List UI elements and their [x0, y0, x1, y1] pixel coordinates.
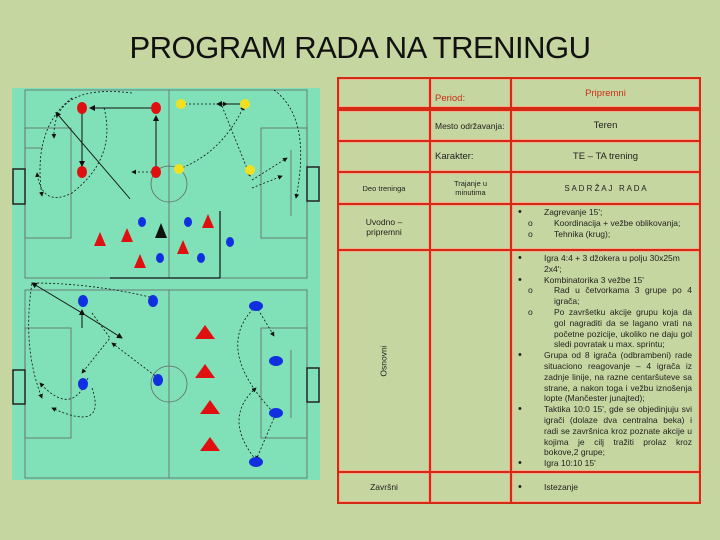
training-drills-diagram	[12, 88, 320, 480]
period-value: Pripremni	[511, 78, 700, 109]
main-part: Osnovni	[379, 345, 389, 377]
final-content	[511, 472, 700, 503]
main-content	[511, 250, 700, 472]
intro-part: Uvodno – pripremni	[338, 204, 430, 250]
main-item: • Kombinatorika 3 vežbe 15'	[518, 275, 692, 286]
col-content-header: S A D R Ž A J R A D A	[511, 172, 700, 204]
intro-content	[511, 204, 700, 250]
place-value: Teren	[511, 109, 700, 141]
col-part-header: Deo treninga	[338, 172, 430, 204]
col-duration-header: Trajanje u minutima	[430, 172, 511, 204]
period-label: Period:	[430, 78, 511, 109]
main-item: • Igra 10:10 15'	[518, 458, 692, 469]
character-label: Karakter:	[430, 141, 511, 172]
training-plan-table	[337, 77, 701, 504]
main-item: • Grupa od 8 igrača (odbrambeni) rade situaciono reagovanje – 4 igrača iz zadnje linije, na razne centaršuteve sa strane, a nakon toga i vežbu iznošenja lopte (Mančester junajted);	[518, 350, 692, 404]
intro-item: • Zagrevanje 15';	[518, 207, 692, 218]
intro-subitem: o Tehnika (krug);	[518, 229, 692, 240]
page-title: PROGRAM RADA NA TRENINGU	[129, 30, 591, 65]
final-part: Završni	[338, 472, 430, 503]
main-item: • Igra 4:4 + 3 džokera u polju 30x25m 2x4';	[518, 253, 692, 275]
intro-subitem: o Koordinacija + vežbe oblikovanja;	[518, 218, 692, 229]
main-item: • Taktika 10:0 15', gde se objedinjuju svi igrači (dolaze dva centralna beka) i radi se završnica kroz poznate akcije u kojima je cilj tražiti prolaz kroz bokove,2 grupe;	[518, 404, 692, 458]
final-item: • Istezanje	[518, 482, 692, 493]
character-value: TE – TA trening	[511, 141, 700, 172]
place-label: Mesto održavanja:	[430, 109, 511, 141]
main-subitem: o Po završetku akcije grupu koja da gol nagraditi da se lagano vrati na početne pozicije, ukoliko ne daju gol sledi povratak u max. sprintu;	[518, 307, 692, 350]
main-subitem: o Rad u četvorkama 3 grupe po 4 igrača;	[518, 285, 692, 307]
